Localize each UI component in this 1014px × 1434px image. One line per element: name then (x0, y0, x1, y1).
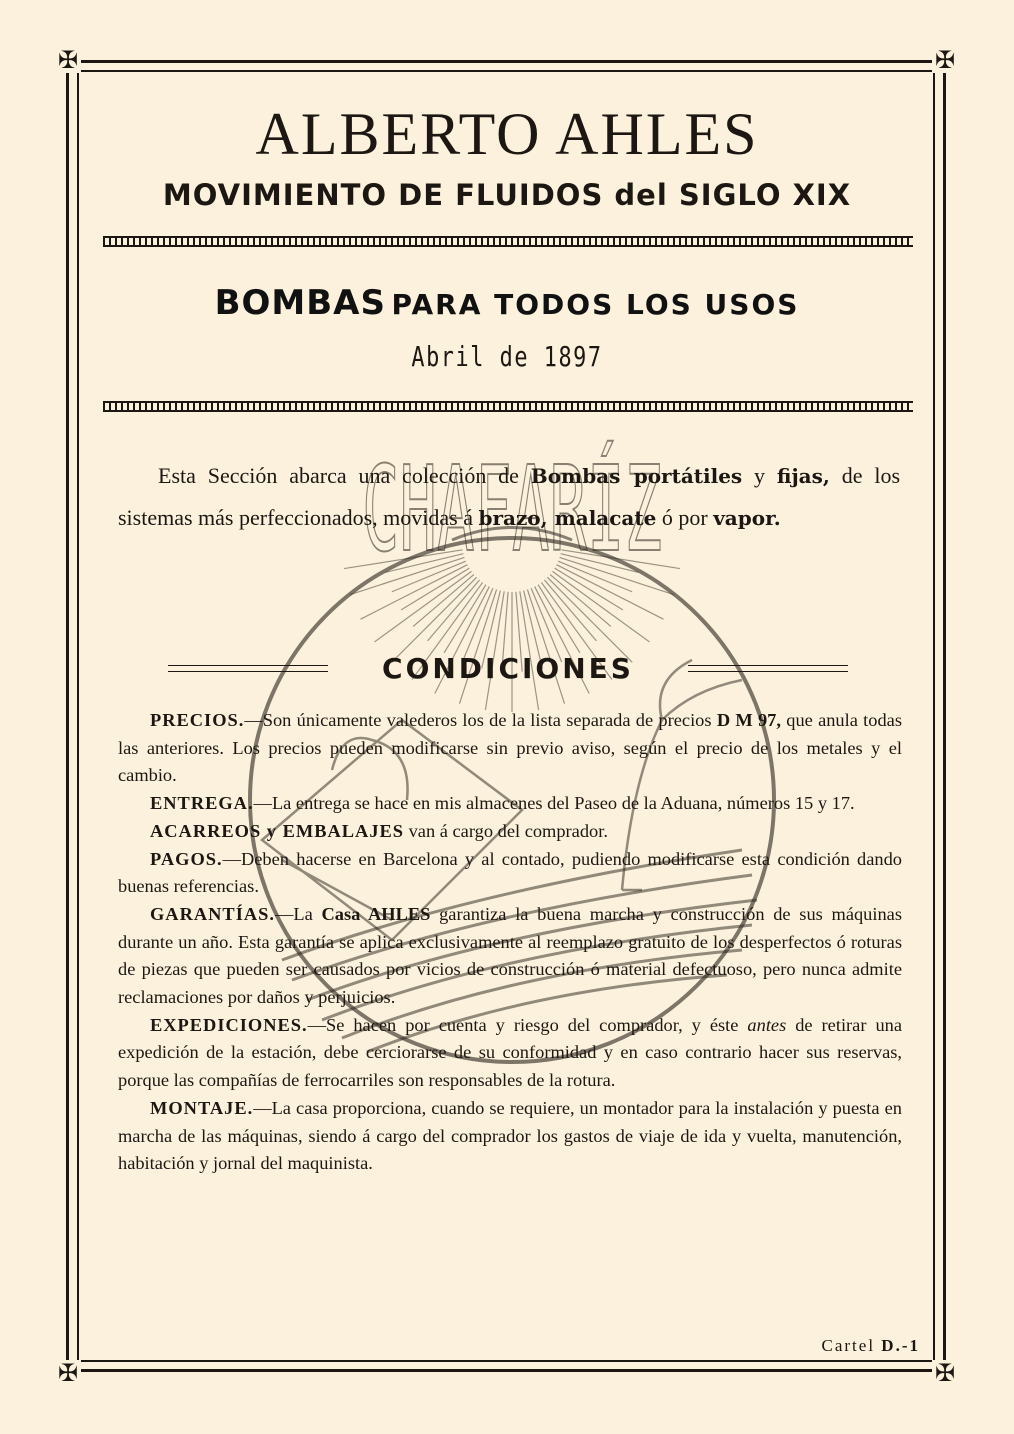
intro-text: de los sistemas más perfeccionados, movidas á (118, 463, 901, 530)
watermark-title: CHAFARÍZ (362, 440, 662, 578)
condition-text: —Deben hacerse en Barcelona y al contado, pudiendo modificarse esta condición dando buenas referencias. (118, 848, 902, 897)
conditions-title: CONDICIONES (382, 652, 634, 685)
condition-text: —Se hacen por cuenta y riesgo del comprador, y éste (307, 1014, 748, 1035)
condition-item (118, 901, 902, 1012)
page-title: ALBERTO AHLES (255, 101, 759, 167)
heading-rule (168, 665, 328, 672)
condition-text: garantiza la buena marcha y construcción de sus máquinas durante un año. Esta garantía se aplica exclusivamente al reemplazo gratuito de los desperfectos ó roturas de piezas que pueden ser causados por vicios de construcción ó material defectuoso, pero nunca admite reclamaciones por daños y perjuicios. (118, 903, 903, 1008)
condition-item (118, 707, 902, 790)
intro-text: ó por (656, 505, 714, 530)
divider (103, 236, 913, 247)
corner-ornament-icon: ✠ (932, 1360, 958, 1386)
condition-key: PRECIOS. (150, 710, 245, 730)
condition-item (118, 1095, 902, 1178)
corner-ornament-icon: ✠ (932, 47, 958, 73)
condition-text: —La entrega se hace en mis almacenes del Paseo de la Aduana, números 15 y 17. (253, 793, 855, 814)
condition-text: —La casa proporciona, cuando se requiere, un montador para la instalación y puesta en marcha de las máquinas, siendo á cargo del comprador los gastos de viaje de ida y vuelta, manutención, habitación y jornal del maquinista. (118, 1097, 902, 1174)
intro-bold: vapor. (713, 506, 781, 530)
headline-main: BOMBAS (214, 283, 386, 323)
intro-paragraph (118, 455, 900, 539)
footer-label: Cartel (821, 1336, 876, 1355)
intro-bold: brazo, malacate (478, 506, 657, 530)
corner-ornament-icon: ✠ (55, 47, 81, 73)
intro-text: Esta Sección abarca una colección de (158, 463, 531, 488)
condition-key: GARANTÍAS. (150, 903, 275, 924)
condition-key: ACARREOS y EMBALAJES (150, 820, 405, 841)
condition-item (118, 846, 902, 901)
condition-text: van á cargo del comprador. (404, 820, 608, 841)
condition-key: EXPEDICIONES. (150, 1014, 308, 1035)
condition-item (118, 790, 902, 818)
condition-key: MONTAJE. (150, 1097, 254, 1118)
condition-text: —Son únicamente valederos los de la lista separada de precios (244, 710, 717, 730)
conditions-heading (168, 652, 848, 686)
divider (103, 401, 913, 412)
intro-text: y (742, 463, 777, 488)
headline (0, 283, 1014, 323)
intro-bold: fijas, (776, 464, 830, 488)
condition-text: que anula todas las anteriores. Los precios pueden modificarse sin previo aviso, según el precio de los metales y el cambio. (118, 710, 902, 786)
page-subtitle: MOVIMIENTO DE FLUIDOS del SIGLO XIX (162, 178, 852, 212)
condition-key: ENTREGA. (150, 793, 254, 814)
condition-item (118, 818, 902, 846)
condition-italic: antes (747, 1014, 787, 1035)
heading-rule (688, 665, 848, 672)
condition-text: —La (274, 903, 322, 924)
catalog-date: Abril de 1897 (411, 340, 603, 373)
footer-code (760, 1336, 920, 1356)
corner-ornament-icon: ✠ (55, 1360, 81, 1386)
footer-number: D.-1 (881, 1336, 920, 1355)
condition-item (118, 1012, 902, 1095)
condition-text: de retirar una expedición de la estación, debe cerciorarse de su conformidad y en caso contrario hacer sus reservas, porque las compañías de ferrocarriles son responsables de la rotura. (118, 1014, 902, 1091)
condition-bold: Casa AHLES (321, 903, 431, 924)
headline-rest: PARA TODOS LOS USOS (391, 288, 800, 321)
condition-key: PAGOS. (150, 848, 223, 869)
intro-bold: Bombas portátiles (530, 464, 743, 488)
conditions-list (118, 707, 902, 1178)
condition-bold: D M 97, (716, 710, 781, 730)
